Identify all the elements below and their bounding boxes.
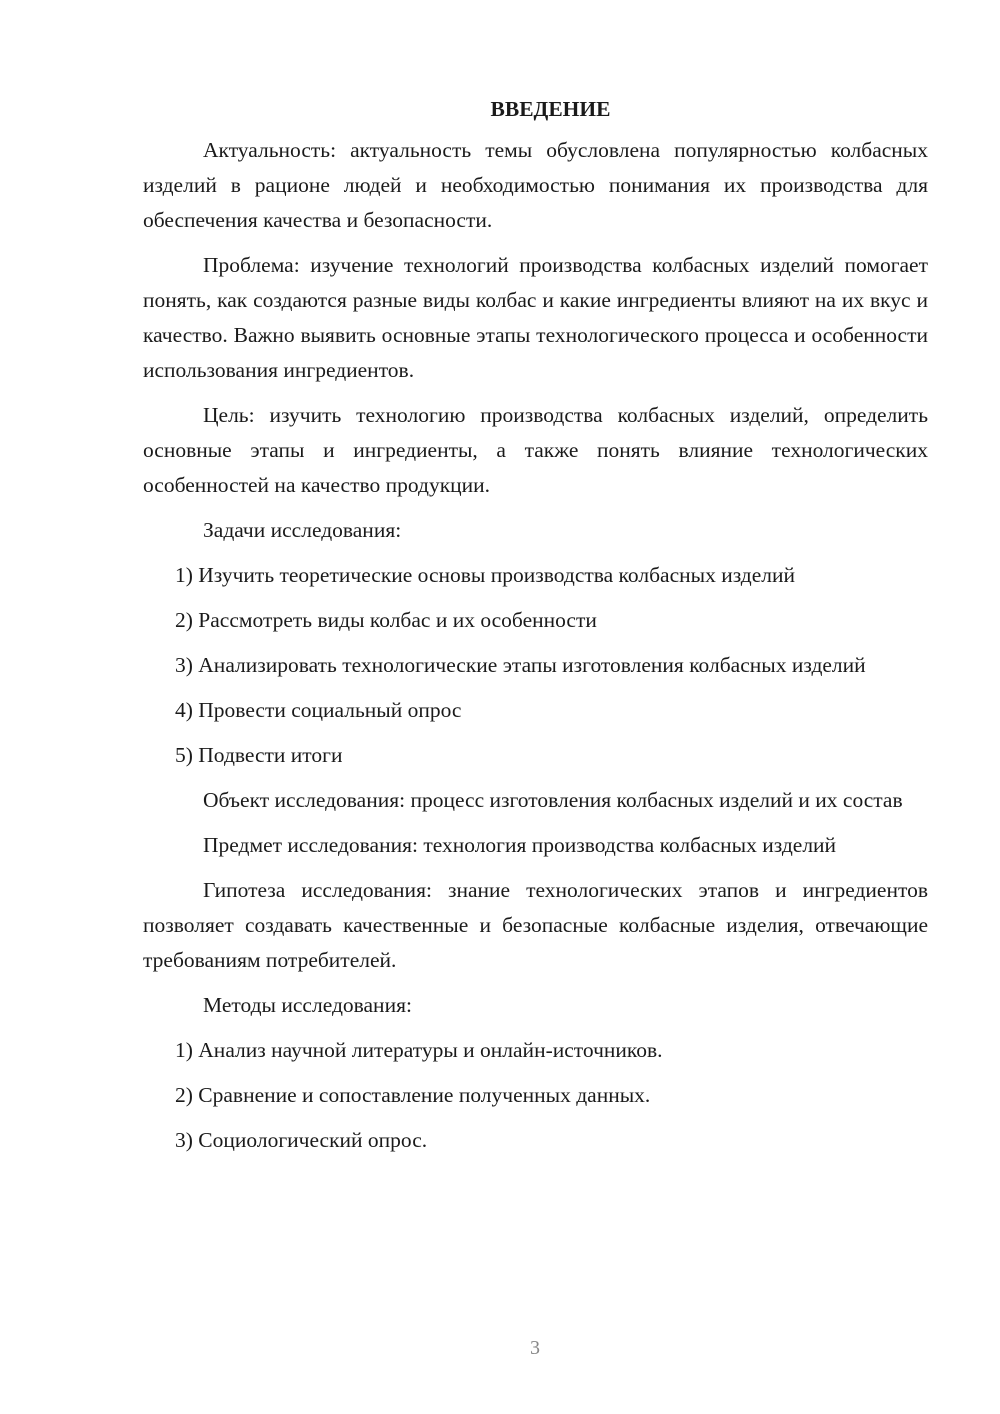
paragraph-relevance: Актуальность: актуальность темы обусловлена популярностью колбасных изделий в рационе людей и необходимостью понимания их производства для обеспечения качества и безопасности.: [143, 138, 928, 232]
method-item: 1) Анализ научной литературы и онлайн-источников.: [175, 1038, 663, 1062]
task-item: 2) Рассмотреть виды колбас и их особенности: [175, 608, 597, 632]
task-item: 5) Подвести итоги: [175, 743, 343, 767]
paragraph-goal: Цель: изучить технологию производства колбасных изделий, определить основные этапы и ингредиенты, а также понять влияние технологических особенностей на качество продукции.: [143, 403, 928, 497]
page-content: [143, 92, 928, 1168]
section-title: ВВЕДЕНИЕ: [490, 97, 611, 121]
page-number: 3: [530, 1337, 540, 1359]
tasks-heading: Задачи исследования:: [203, 518, 402, 542]
paragraph-hypothesis: Гипотеза исследования: знание технологических этапов и ингредиентов позволяет создавать качественные и безопасные колбасные изделия, отвечающие требованиям потребителей.: [143, 878, 928, 972]
paragraph-problem: Проблема: изучение технологий производства колбасных изделий помогает понять, как создаются разные виды колбас и какие ингредиенты влияют на их вкус и качество. Важно выявить основные этапы технологического процесса и особенности использования ингредиентов.: [143, 253, 928, 382]
paragraph-subject: Предмет исследования: технология производства колбасных изделий: [203, 833, 837, 857]
method-item: 2) Сравнение и сопоставление полученных данных.: [175, 1083, 651, 1107]
paragraph-object: Объект исследования: процесс изготовления колбасных изделий и их состав: [203, 788, 903, 812]
method-item: 3) Социологический опрос.: [175, 1128, 428, 1152]
task-item: 1) Изучить теоретические основы производства колбасных изделий: [175, 563, 796, 587]
methods-heading: Методы исследования:: [203, 993, 412, 1017]
task-item: 3) Анализировать технологические этапы изготовления колбасных изделий: [175, 653, 866, 677]
task-item: 4) Провести социальный опрос: [175, 698, 462, 722]
